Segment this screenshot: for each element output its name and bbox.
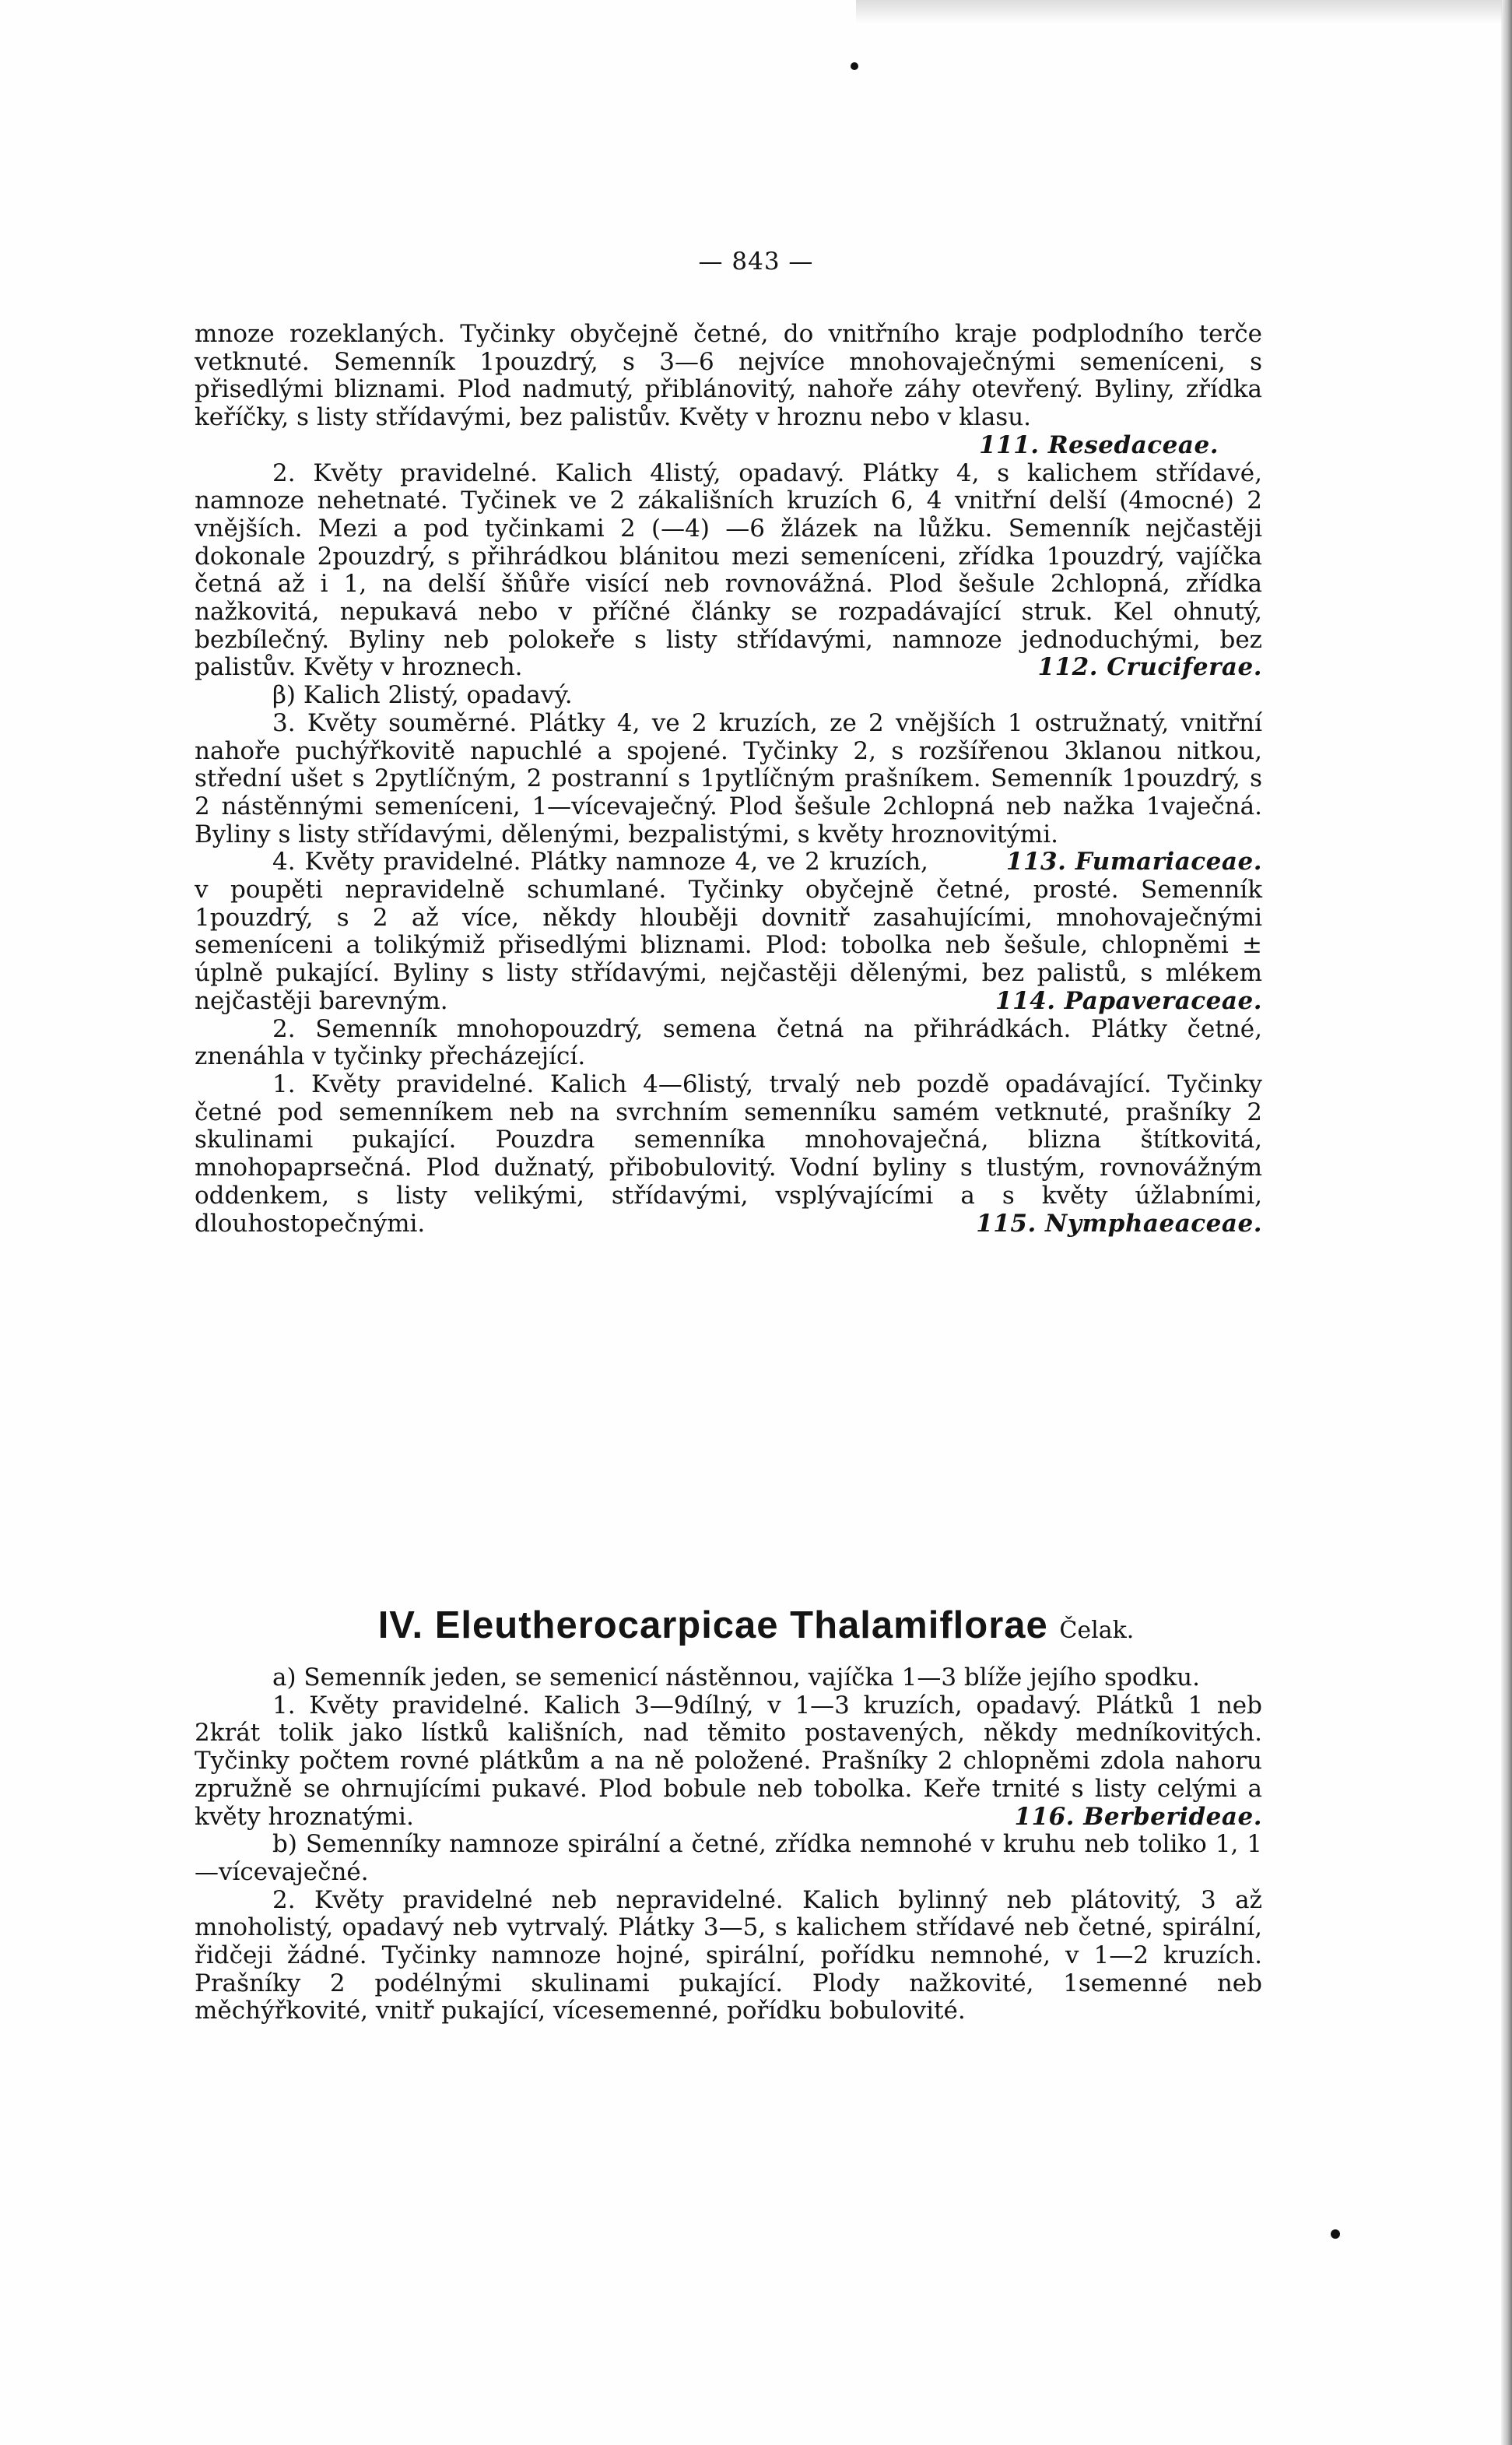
paragraph [195, 1664, 1262, 1692]
paragraph [195, 708, 1262, 876]
family-name: 111. Resedaceae. [979, 430, 1219, 459]
section-author: Čelak. [1059, 1617, 1135, 1644]
paragraph-text: 2. Květy pravidelné. Kalich 4listý, opadavý. Plátky 4, s kalichem střídavé, namnoze nehetnaté. Tyčinek ve 2 zákališních kruzích 6, 4 vnitřní delší (4mocné) 2 vnějších. Mezi a pod tyčinkami 2 (—4) —6 žlázek na lůžku. Semenník nejčastěji dokonale 2pouzdrý, s přihrádkou blánitou mezi semeníceni, zřídka 1pouzdrý, vajíčka četná až i 1, na delší šňůře visící neb rovnovážná. Plod šešule 2chlopná, zřídka nažkovitá, nepukavá nebo v příčné články se rozpadávající struk. Kel ohnutý, bezbílečný. Byliny neb polokeře s listy střídavými, namnoze jednoduchými, bez palistův. Květy v hroznech. [195, 458, 1262, 682]
speck-right [1331, 2229, 1340, 2239]
paragraph-text: 1. Květy pravidelné. Kalich 3—9dílný, v 1—3 kruzích, opadavý. Plátků 1 neb 2krát tolik jako lístků kališních, nad těmito postavených, někdy medníkovitých. Tyčinky počtem rovné plátkům a na ně položené. Prašníky 2 chlopněmi zdola nahoru zpružně se ohrnujícími pukavé. Plod bobule neb tobolka. Keře trnité s listy celými a květy hroznatými. [195, 1691, 1262, 1831]
paragraph-text: b) Semenníky namnoze spirální a četné, zřídka nemnohé v kruhu neb toliko 1, 1—vícevaječné. [195, 1830, 1262, 1886]
paragraph-text: 1. Květy pravidelné. Kalich 4—6listý, trvalý neb pozdě opadávající. Tyčinky četné pod semenníkem neb na svrchním semenníku samém vetknuté, prašníky 2 skulinami pukající. Pouzdra semenníka mnohovaječná, blizna štítkovitá, mnohopaprsečná. Plod dužnatý, přibobulovitý. Vodní byliny s tlustým, rovnovážným oddenkem, s listy velikými, střídavými, vsplývajícími a s květy úžlabními, dlouhostopečnými. [195, 1070, 1262, 1238]
paragraph [195, 1692, 1262, 1832]
paragraph [195, 1831, 1262, 1886]
scan-edge-top [856, 0, 1502, 23]
page-number: — 843 — [698, 248, 814, 276]
paragraph [195, 1887, 1262, 2026]
section-title: IV. Eleutherocarpicae Thalamiflorae [377, 1604, 1048, 1646]
paragraph [195, 321, 1262, 432]
paragraph-text: 2. Semenník mnohopouzdrý, semena četná na přihrádkách. Plátky četné, znenáhla v tyčinky přecházející. [195, 1014, 1262, 1071]
text-block-upper [195, 321, 1262, 1238]
paragraph-text: mnoze rozeklaných. Tyčinky obyčejně četné, do vnitřního kraje podplodního terče vetknuté. Semenník 1pouzdrý, s 3—6 nejvíce mnohovaječnými semeníceni, s přisedlými bliznami. Plod nadmutý, přiblánovitý, nahoře záhy otevřený. Byliny, zřídka keříčky, s listy střídavými, bez palistův. Květy v hroznu nebo v klasu. [195, 320, 1262, 432]
family-line [195, 432, 1262, 460]
text-block-lower [195, 1664, 1262, 2025]
paragraph-text: 4. Květy pravidelné. Plátky namnoze 4, ve 2 kruzích, v poupěti nepravidelně schumlané. Tyčinky obyčejně četné, prosté. Semenník 1pouzdrý, s 2 až více, někdy hlouběji dovnitř zasahujícími, mnohovaječnými semeníceni a tolikýmiž přisedlými bliznami. Plod: tobolka neb šešule, chlopněmi ± úplně pukající. Byliny s listy střídavými, nejčastěji dělenými, bez palistů, s mlékem nejčastěji barevným. [195, 848, 1262, 1015]
paragraph [195, 460, 1262, 683]
paragraph [195, 682, 1262, 710]
speck-top [851, 62, 858, 70]
family-name: 114. Papaveraceae. [995, 986, 1262, 1015]
scan-edge [1501, 0, 1512, 2445]
family-name: 113. Fumariaceae. [1005, 848, 1262, 876]
paragraph-text: 3. Květy souměrné. Plátky 4, ve 2 kruzích, ze 2 vnějších 1 ostružnatý, vnitřní nahoře puchýřkovitě napuchlé a spojené. Tyčinky 2, s rozšířenou 3klanou nitkou, střední ušet s 2pytlíčným, 2 postranní s 1pytlíčným prašníkem. Semenník 1pouzdrý, s 2 nástěnnými semeníceni, 1—vícevaječný. Plod šešule 2chlopná neb nažka 1vaječná. Byliny s listy střídavými, dělenými, bezpalistými, s květy hroznovitými. [195, 708, 1262, 848]
family-name: 112. Cruciferae. [1037, 653, 1262, 682]
paragraph-text: β) Kalich 2listý, opadavý. [272, 681, 573, 710]
section-heading [0, 1604, 1512, 1647]
family-name: 115. Nymphaeaceae. [976, 1209, 1262, 1238]
paragraph-text: a) Semenník jeden, se semenicí nástěnnou, vajíčka 1—3 blíže jejího spodku. [272, 1663, 1200, 1691]
paragraph [195, 1016, 1262, 1071]
paragraph [195, 1071, 1262, 1238]
family-name: 116. Berberideae. [1014, 1802, 1262, 1831]
paragraph-text: 2. Květy pravidelné neb nepravidelné. Kalich bylinný neb plátovitý, 3 až mnoholistý, opadavý neb vytrvalý. Plátky 3—5, s kalichem střídavé neb četné, spirální, řidčeji žádné. Tyčinky namnoze hojné, spirální, pořídku nemnohé, v 1—2 kruzích. Prašníky 2 podélnými skulinami pukající. Plody nažkovité, 1semenné neb měchýřkovité, vnitř pukající, vícesemenné, pořídku bobulovité. [195, 1885, 1262, 2025]
